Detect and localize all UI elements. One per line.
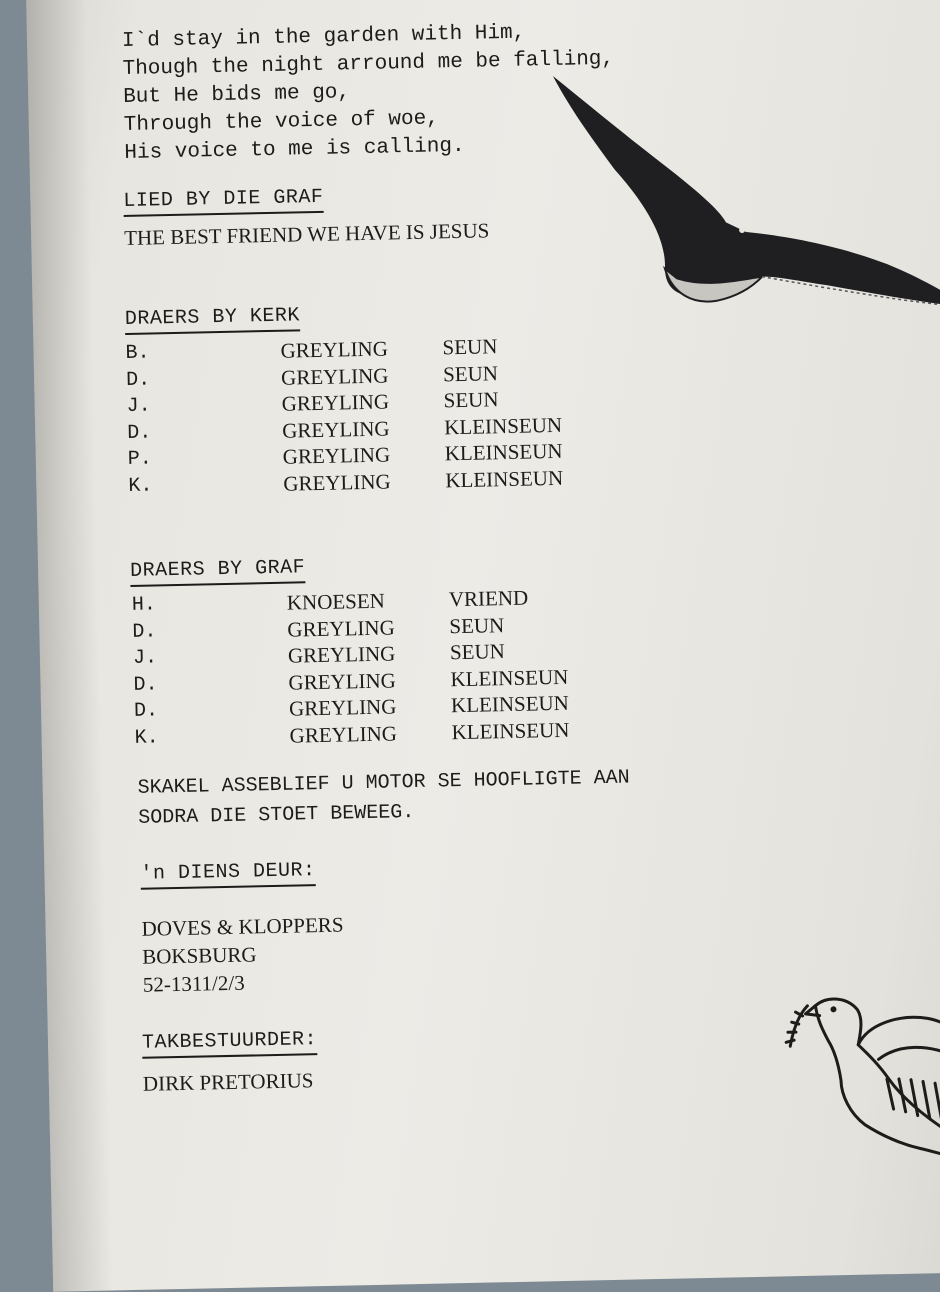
grave-bearers-heading: DRAERS BY GRAF (130, 556, 305, 583)
poem-line: Through the voice of woe, (123, 107, 440, 137)
funeral-home-town: BOKSBURG (141, 942, 257, 969)
service-details (141, 911, 345, 999)
song-title: THE BEST FRIEND WE HAVE IS JESUS (123, 218, 490, 250)
bearer-relation: VRIEND (448, 585, 529, 612)
bearer-relation: KLEINSEUN (444, 438, 563, 466)
bearer-relation: SEUN (442, 334, 498, 360)
bearer-surname: GREYLING (281, 389, 390, 416)
document-page (26, 0, 940, 1292)
bearer-surname: GREYLING (287, 614, 395, 642)
bearer-surname: GREYLING (281, 415, 390, 443)
bearer-surname: GREYLING (289, 720, 398, 748)
poem-line: But He bids me go, (122, 81, 351, 109)
bearer-surname: GREYLING (282, 442, 391, 469)
notice-line: SKAKEL ASSEBLIEF U MOTOR SE HOOFLIGTE AAN (137, 766, 630, 800)
song-heading: LIED BY DIE GRAF (123, 186, 323, 213)
poem-line: Though the night arround me be falling, (122, 47, 615, 81)
poem-stanza (122, 18, 616, 168)
bearer-initial: K. (134, 725, 159, 750)
funeral-home-phone: 52-1311/2/3 (142, 970, 245, 997)
bearer-initial: H. (131, 593, 157, 617)
funeral-home-name: DOVES & KLOPPERS (141, 912, 344, 941)
bearer-initial: B. (125, 341, 150, 365)
bearer-initial: J. (126, 394, 151, 418)
bearer-initial: D. (133, 672, 158, 697)
bearer-relation: SEUN (449, 639, 506, 665)
bearer-relation: SEUN (443, 387, 499, 413)
flying-bird-icon (543, 67, 940, 336)
page-fold-shadow (26, 0, 113, 1292)
church-bearers-table (125, 333, 563, 501)
bearer-surname: GREYLING (288, 667, 397, 695)
church-bearers-heading: DRAERS BY KERK (125, 304, 300, 331)
poem-line: I`d stay in the garden with Him, (121, 21, 526, 53)
bearer-relation: KLEINSEUN (445, 465, 564, 492)
headlights-notice (137, 764, 630, 834)
dove-with-olive-branch-icon (767, 982, 940, 1187)
bearer-relation: KLEINSEUN (451, 717, 570, 744)
branch-manager-heading: TAKBESTUURDER: (142, 1028, 317, 1055)
grave-bearers-table (132, 585, 570, 753)
bearer-relation: KLEINSEUN (450, 690, 570, 718)
bearer-surname: GREYLING (280, 362, 389, 390)
bearer-relation: SEUN (442, 360, 499, 386)
bearer-initial: K. (128, 473, 153, 498)
bearer-surname: GREYLING (288, 694, 397, 721)
bearer-initial: D. (127, 420, 152, 445)
bearer-relation: SEUN (449, 612, 505, 638)
bearer-initial: D. (125, 367, 151, 392)
bearer-initial: D. (132, 619, 157, 644)
notice-line: SODRA DIE STOET BEWEEG. (138, 801, 415, 830)
bearer-initial: J. (132, 646, 158, 670)
bearer-surname: GREYLING (280, 336, 389, 363)
poem-line: His voice to me is calling. (124, 134, 465, 165)
bearer-initial: D. (133, 699, 159, 723)
bearer-surname: GREYLING (287, 641, 396, 668)
bearer-surname: GREYLING (283, 468, 391, 496)
branch-manager-name: DIRK PRETORIUS (142, 1068, 314, 1096)
bearer-initial: P. (127, 447, 153, 471)
bearer-relation: KLEINSEUN (450, 664, 569, 691)
bearer-surname: KNOESEN (286, 588, 386, 615)
service-heading: 'n DIENS DEUR: (140, 859, 315, 886)
bearer-relation: KLEINSEUN (443, 412, 563, 439)
